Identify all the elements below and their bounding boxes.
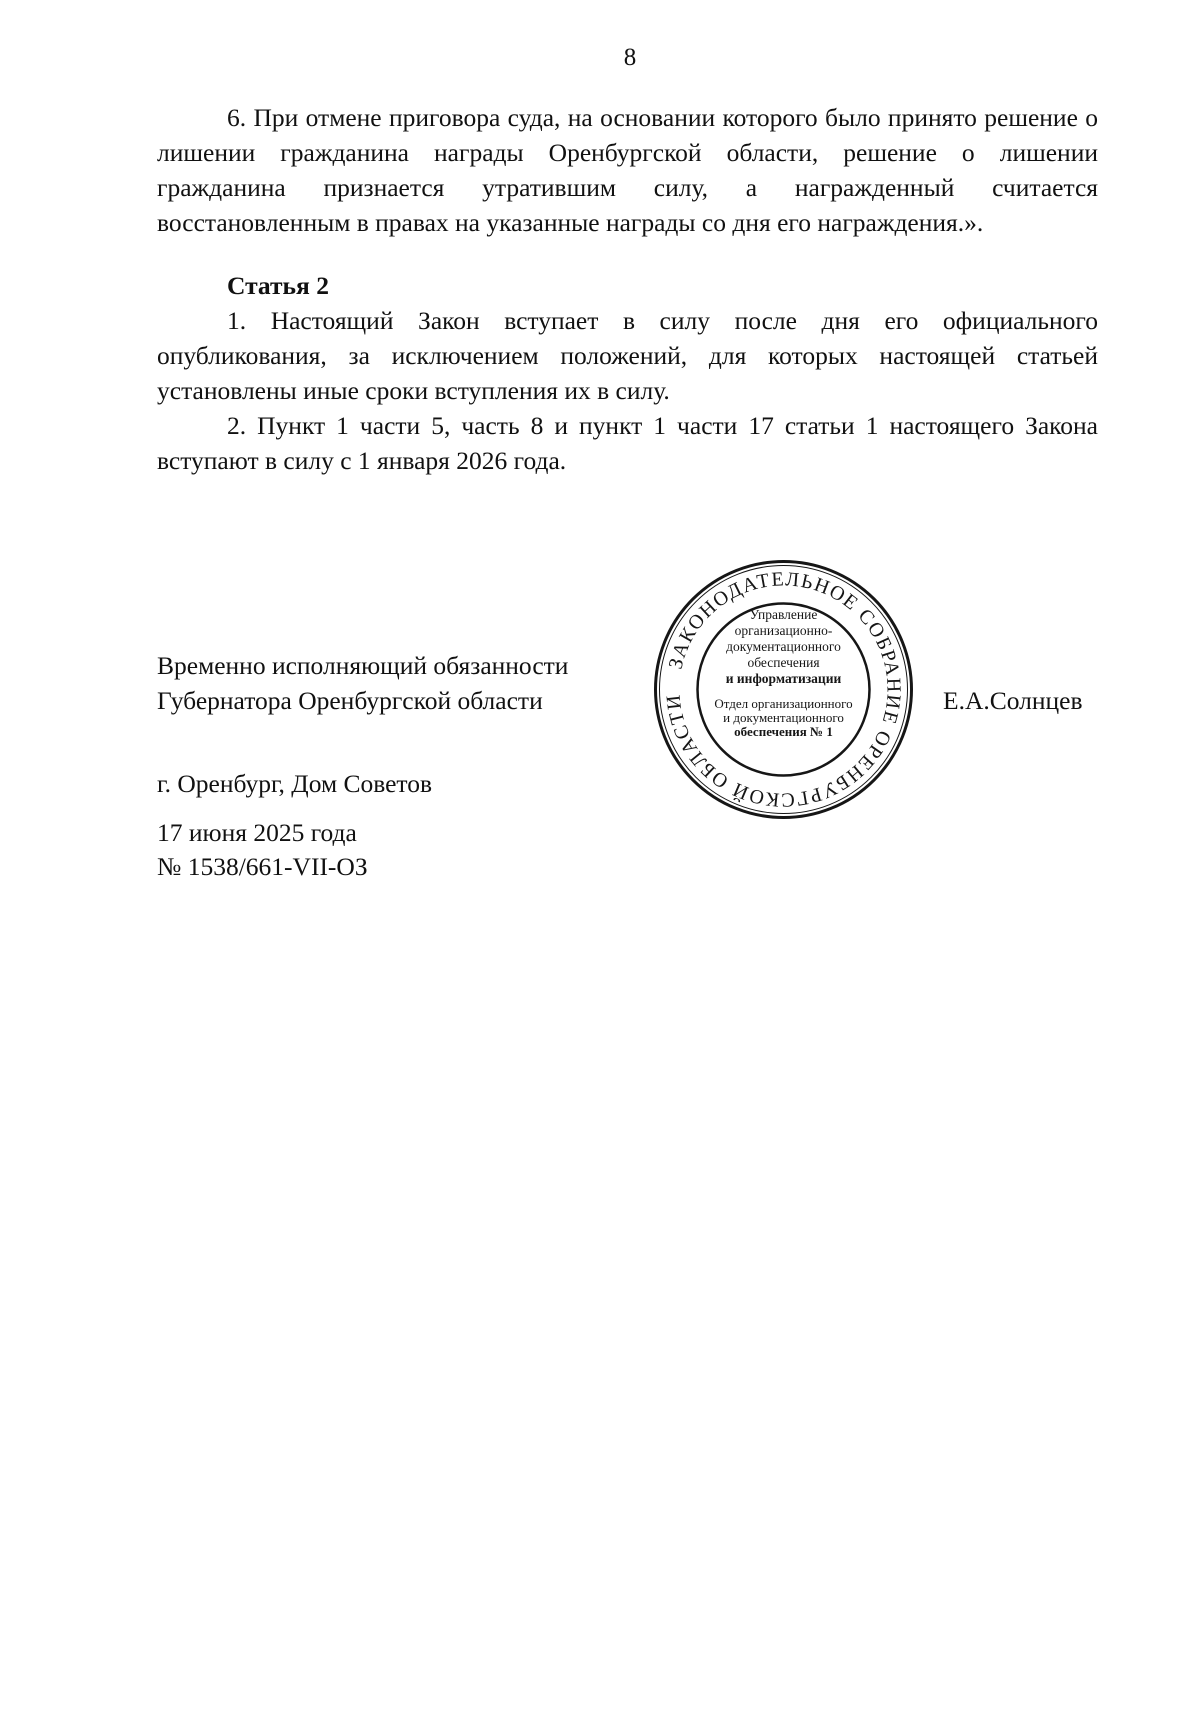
paragraph-block-top xyxy=(157,100,1098,240)
signatory-position-line-1: Временно исполняющий обязанности xyxy=(157,651,569,680)
law-number: № 1538/661-VII-ОЗ xyxy=(157,852,368,881)
article-body xyxy=(157,303,1098,478)
seal-outer-text: ЗАКОНОДАТЕЛЬНОЕ СОБРАНИЕ ОРЕНБУРГСКОЙ ОБЛАСТИ xyxy=(662,568,905,811)
seal-line-8: обеспечения № 1 xyxy=(734,724,833,739)
seal-line-7: и документационного xyxy=(723,710,844,725)
page-number: 8 xyxy=(623,44,637,71)
official-seal-stamp xyxy=(651,557,916,822)
seal-line-4: обеспечения xyxy=(747,655,820,670)
place-of-signing: г. Оренбург, Дом Советов xyxy=(157,769,433,798)
article-paragraph-2: 2. Пункт 1 части 5, часть 8 и пункт 1 части 17 статьи 1 настоящего Закона вступают в силу с 1 января 2026 года. xyxy=(157,411,1098,475)
signing-date: 17 июня 2025 года xyxy=(157,818,357,847)
seal-line-3: документационного xyxy=(726,639,841,654)
signatory-position-line-2: Губернатора Оренбургской области xyxy=(157,686,543,715)
article-heading: Статья 2 xyxy=(227,271,329,300)
signatory-position xyxy=(157,648,568,718)
seal-line-1: Управление xyxy=(749,607,818,622)
article-paragraph-1: 1. Настоящий Закон вступает в силу после дня его официального опубликования, за исключением положений, для которых настоящей статьей установлены иные сроки вступления их в силу. xyxy=(157,306,1098,405)
seal-line-6: Отдел организационного xyxy=(714,696,853,711)
seal-inner-text xyxy=(706,607,861,739)
signatory-name: Е.А.Солнцев xyxy=(943,686,1083,715)
paragraph-6: 6. При отмене приговора суда, на основании которого было принято решение о лишении гражданина награды Оренбургской области, решение о лишении гражданина признается утратившим силу, а награжденный считается восстановленным в правах на указанные награды со дня его награждения.». xyxy=(157,103,1098,237)
seal-line-2: организационно- xyxy=(734,623,833,638)
seal-line-5: и информатизации xyxy=(725,671,842,686)
date-and-number xyxy=(157,816,368,884)
